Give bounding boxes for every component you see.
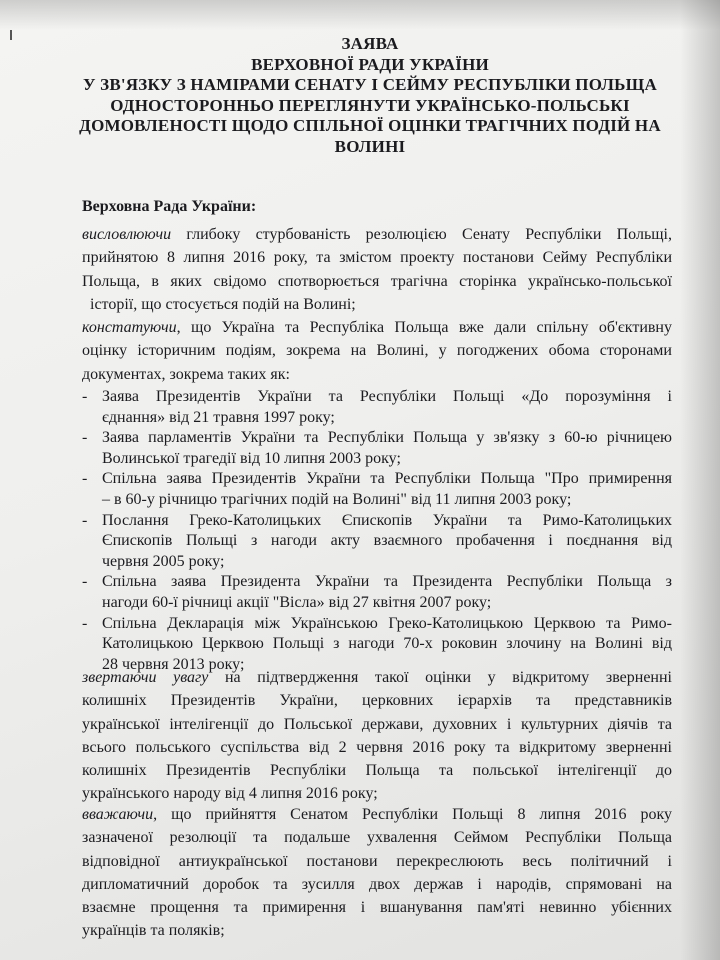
paragraph-line: оцінку історичним подіям, зокрема на Волині, у погоджених обома сторонами: [82, 342, 672, 360]
lead-phrase: звертаючи увагу: [82, 669, 209, 686]
item-line: єднання» від 21 травня 1997 року;: [102, 408, 335, 426]
paragraph-line: прийнятою 8 липня 2016 року, та змістом проекту постанови Сейму Республіки: [82, 249, 672, 267]
paragraph-line: [82, 223, 672, 246]
paragraph-line: взаємне прощення та примирення і вшанування пам'яті невинно убієнних: [82, 899, 672, 917]
lead-phrase: констатуючи: [82, 319, 177, 336]
line-text: , що Україна та Республіка Польща вже дали спільну об'єктивну: [176, 319, 672, 336]
paragraph-attention: [82, 666, 672, 806]
documents-list: [82, 387, 672, 675]
list-item: [82, 428, 672, 469]
paragraph-line: [82, 316, 672, 339]
list-dash: -: [82, 429, 88, 447]
paragraph-line: відповідної антиукраїнської постанови перекреслюють весь політичний і: [82, 852, 672, 870]
paragraph-line: українців та поляків;: [82, 922, 225, 940]
list-item: [82, 572, 672, 613]
title-line: ОДНОСТОРОННЬО ПЕРЕГЛЯНУТИ УКРАЇНСЬКО-ПОЛЬСЬКІ: [110, 95, 630, 115]
paragraph-line: [82, 666, 672, 689]
line-text: , що прийняття Сенатом Республіки Польщі 8 липня 2016 року: [153, 806, 672, 823]
item-line: Спільна заява Президента України та Президента Республіки Польща з: [102, 573, 672, 591]
page-edge-shadow: [680, 0, 720, 960]
list-item: [82, 387, 672, 428]
list-dash: -: [82, 614, 88, 632]
paragraph-line: [82, 803, 672, 826]
paragraph-line: колишніх Президентів Республіки Польща та польської інтелігенції до: [82, 762, 672, 780]
paragraph-line: української інтелігенції до Польської держави, духовних і культурних діячів та: [82, 715, 672, 733]
item-line: нагоди 60-ї річниці акції "Вісла» від 27 квітня 2007 року;: [102, 593, 492, 611]
paragraph-line: Польща, в яких свідомо спотворюється трагічна сторінка українсько-польської: [82, 272, 672, 290]
paragraph-stating: [82, 316, 672, 386]
paragraph-line: зазначеної резолюції та подальше ухвалення Сеймом Республіки Польща: [82, 829, 672, 847]
document-title: [40, 34, 700, 157]
line-text: глибоку стурбованість резолюцією Сенату Республіки Польщі,: [171, 226, 672, 243]
lead-phrase: висловлюючи: [82, 226, 172, 243]
paragraph-line: документах, зокрема таких як:: [82, 365, 290, 383]
page-shadow: [0, 0, 720, 30]
lead-phrase: вважаючи: [82, 806, 154, 823]
binding-mark: [10, 30, 18, 40]
item-line: Спільна заява Президентів України та Республіки Польща "Про примирення: [102, 470, 672, 488]
title-line: ЗАЯВА: [341, 34, 399, 53]
item-line: 28 червня 2013 року;: [102, 655, 245, 673]
paragraph-concern: [82, 223, 672, 316]
list-dash: -: [82, 511, 88, 529]
list-dash: -: [82, 470, 88, 488]
list-dash: -: [82, 388, 88, 405]
item-line: Заява Президентів України та Республіки Польщі «До порозуміння і: [102, 388, 672, 405]
item-line: Заява парламентів України та Республіки Польща у зв'язку з 60-ю річницею: [102, 429, 672, 447]
item-line: Волинської трагедії від 10 липня 2003 року;: [102, 449, 401, 467]
paragraph-line: історії, що стосується подій на Волині;: [90, 295, 356, 313]
paragraph-considering: [82, 803, 672, 943]
title-line: ВЕРХОВНОЇ РАДИ УКРАЇНИ: [251, 54, 489, 74]
list-item: [82, 469, 672, 510]
title-line: ВОЛИНІ: [334, 136, 406, 156]
item-line: Єпископів Польщі з нагоди акту взаємного пробачення і поєднання від: [102, 532, 672, 550]
paragraph-line: дипломатичний доробок та зусилля двох держав і народів, спрямовані на: [82, 875, 672, 893]
paragraph-line: українського народу від 4 липня 2016 року;: [82, 785, 378, 803]
item-line: Послання Греко-Католицьких Єпископів України та Римо-Католицьких: [102, 511, 672, 529]
title-line: У ЗВ'ЯЗКУ З НАМІРАМИ СЕНАТУ І СЕЙМУ РЕСПУБЛІКИ ПОЛЬЩА: [83, 75, 657, 94]
title-line: ДОМОВЛЕНОСТІ ЩОДО СПІЛЬНОЇ ОЦІНКИ ТРАГІЧНИХ ПОДІЙ НА: [79, 116, 661, 135]
paragraph-line: колишніх Президентів України, церковних ієрархів та представників: [82, 692, 672, 710]
list-dash: -: [82, 573, 88, 591]
item-line: – в 60-у річницю трагічних подій на Волині" від 11 липня 2003 року;: [102, 490, 572, 508]
item-line: Католицькою Церквою Польщі з нагоди 70-х роковин злочину на Волині від: [102, 635, 672, 653]
item-line: червня 2005 року;: [102, 552, 225, 570]
paragraph-line: всього польського суспільства від 2 червня 2016 року та відкритому зверненні: [82, 738, 672, 756]
list-item: [82, 511, 672, 573]
item-line: Спільна Декларація між Українською Греко-Католицькою Церквою та Римо-: [102, 614, 672, 632]
addressee: Верховна Рада України:: [82, 198, 257, 215]
line-text: на підтвердження такої оцінки у відкритому зверненні: [208, 669, 673, 686]
